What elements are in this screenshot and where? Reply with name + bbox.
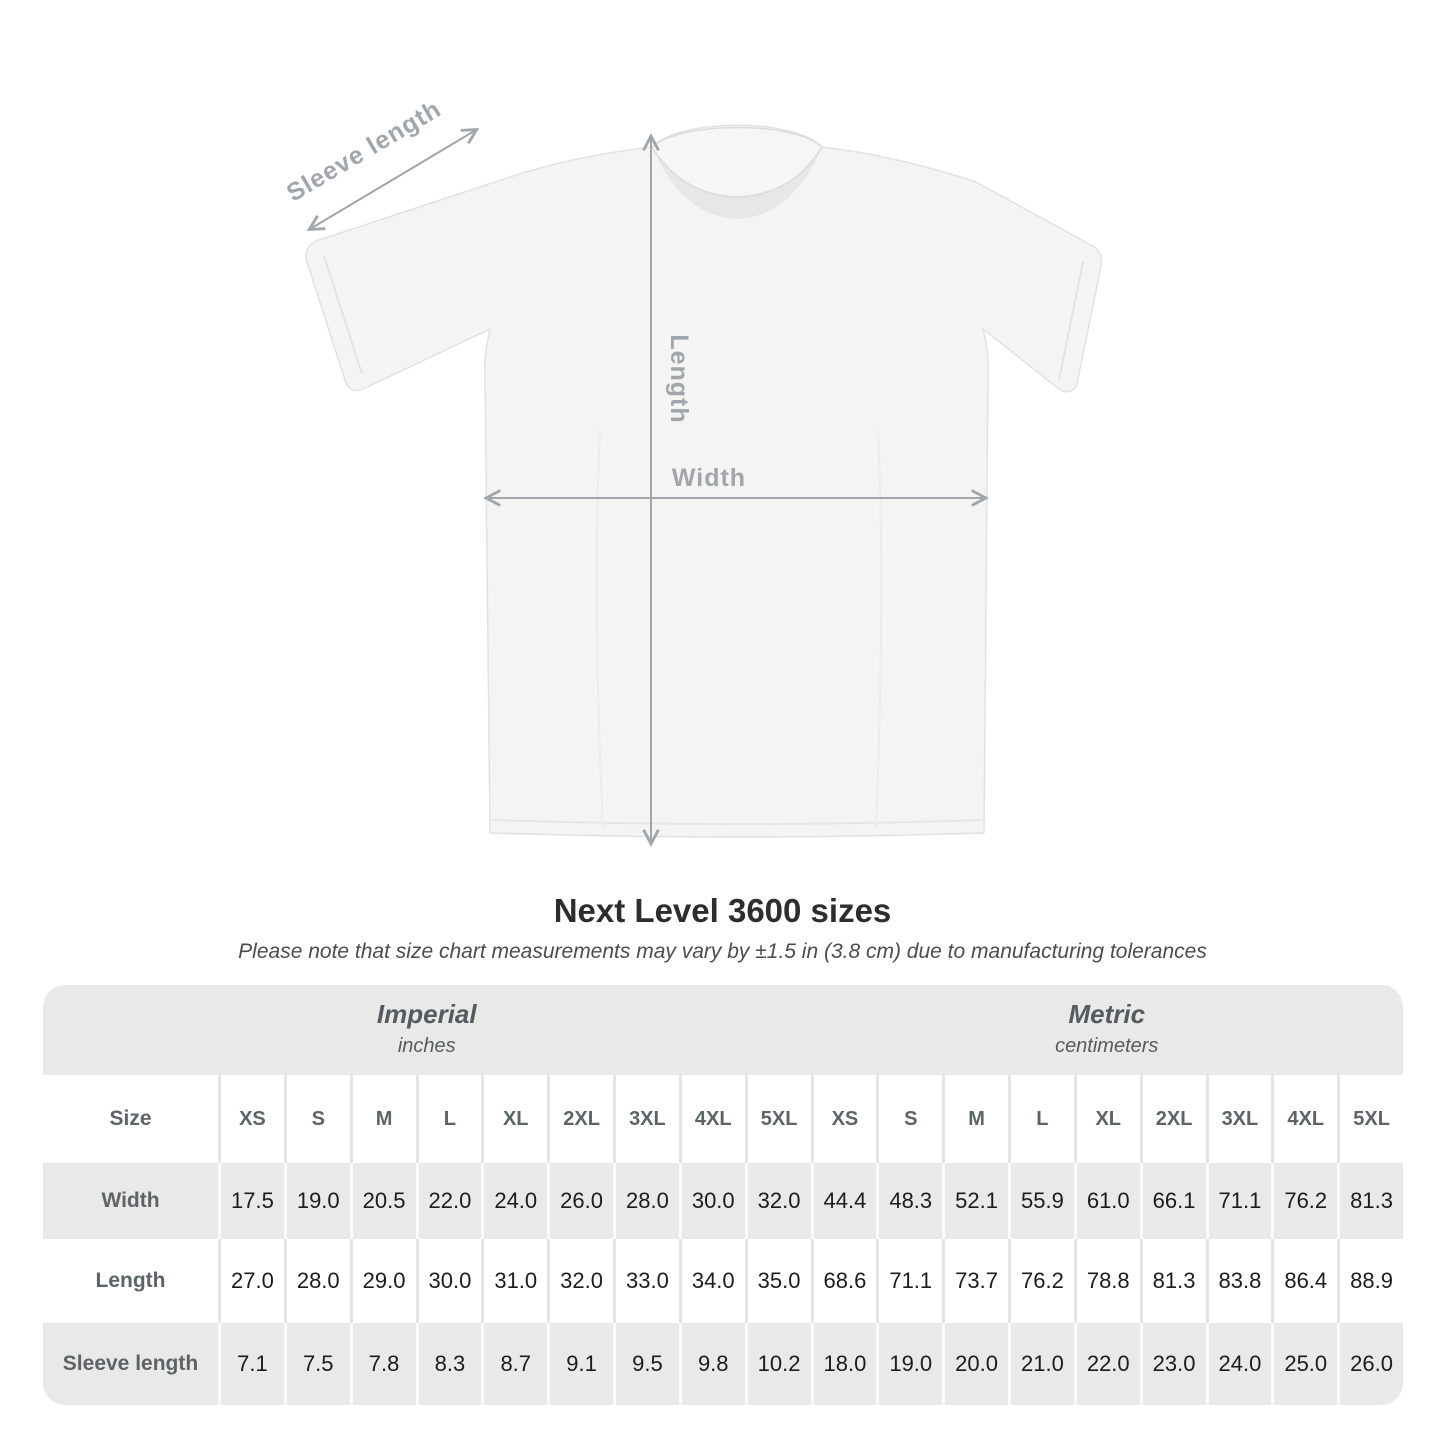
size-col-header: S — [876, 1075, 942, 1163]
page-subtitle: Please note that size chart measurements may vary by ±1.5 in (3.8 cm) due to manufacturing tolerances — [238, 940, 1207, 963]
size-col-header: M — [350, 1075, 416, 1163]
table-cell: 9.1 — [547, 1323, 613, 1405]
metric-title: Metric — [1068, 999, 1146, 1029]
table-cell: 34.0 — [679, 1239, 745, 1323]
table-cell: 71.1 — [876, 1239, 942, 1323]
table-cell: 78.8 — [1074, 1239, 1140, 1323]
table-cell: 17.5 — [218, 1163, 284, 1239]
table-cell: 9.5 — [613, 1323, 679, 1405]
size-col-header: M — [942, 1075, 1008, 1163]
table-cell: 20.5 — [350, 1163, 416, 1239]
table-cell: 10.2 — [745, 1323, 811, 1405]
size-col-header: S — [284, 1075, 350, 1163]
table-cell: 23.0 — [1140, 1323, 1206, 1405]
size-col-header: XS — [218, 1075, 284, 1163]
width-label: Width — [671, 464, 747, 492]
table-cell: 81.3 — [1337, 1163, 1403, 1239]
row-label: Length — [95, 1269, 166, 1292]
table-cell: 26.0 — [1337, 1323, 1403, 1405]
table-cell: 44.4 — [811, 1163, 877, 1239]
table-cell: 27.0 — [218, 1239, 284, 1323]
table-cell: 81.3 — [1140, 1239, 1206, 1323]
table-cell: 30.0 — [416, 1239, 482, 1323]
size-col-header: XL — [1074, 1075, 1140, 1163]
table-cell: 66.1 — [1140, 1163, 1206, 1239]
table-cell: 24.0 — [481, 1163, 547, 1239]
table-cell: 19.0 — [284, 1163, 350, 1239]
size-col-header: L — [416, 1075, 482, 1163]
row-label: Sleeve length — [43, 1323, 218, 1405]
size-col-header: 4XL — [679, 1075, 745, 1163]
metric-header — [811, 985, 1404, 1075]
row-label: Width — [43, 1163, 218, 1239]
table-cell: 28.0 — [613, 1163, 679, 1239]
table-cell: 71.1 — [1206, 1163, 1272, 1239]
table-cell: 30.0 — [679, 1163, 745, 1239]
length-label: Length — [665, 334, 693, 424]
table-cell: 22.0 — [1074, 1323, 1140, 1405]
size-header-row — [43, 1075, 1403, 1163]
table-cell: 18.0 — [811, 1323, 877, 1405]
table-cell: 26.0 — [547, 1163, 613, 1239]
size-col-header: 5XL — [1337, 1075, 1403, 1163]
size-col-header: 3XL — [1206, 1075, 1272, 1163]
table-cell: 8.7 — [481, 1323, 547, 1405]
table-cell: 7.1 — [218, 1323, 284, 1405]
table-cell: 55.9 — [1008, 1163, 1074, 1239]
size-col-header: 3XL — [613, 1075, 679, 1163]
table-cell: 52.1 — [942, 1163, 1008, 1239]
table-cell: 25.0 — [1271, 1323, 1337, 1405]
unit-header-row — [43, 985, 1403, 1075]
table-cell: 86.4 — [1271, 1239, 1337, 1323]
imperial-header — [43, 985, 811, 1075]
imperial-unit: inches — [397, 1035, 456, 1057]
table-cell: 48.3 — [876, 1163, 942, 1239]
table-cell: 21.0 — [1008, 1323, 1074, 1405]
table-cell: 32.0 — [745, 1163, 811, 1239]
size-col-header: 4XL — [1271, 1075, 1337, 1163]
table-cell: 19.0 — [876, 1323, 942, 1405]
size-col-header: XS — [811, 1075, 877, 1163]
size-row-label: Size — [109, 1107, 152, 1130]
size-col-header: 2XL — [547, 1075, 613, 1163]
table-cell: 29.0 — [350, 1239, 416, 1323]
table-cell: 61.0 — [1074, 1163, 1140, 1239]
table-cell: 83.8 — [1206, 1239, 1272, 1323]
length-row — [43, 1239, 1403, 1323]
size-col-header: 2XL — [1140, 1075, 1206, 1163]
size-col-header: XL — [481, 1075, 547, 1163]
table-cell: 76.2 — [1271, 1163, 1337, 1239]
sleeve-length-row — [43, 1323, 1403, 1405]
table-cell: 20.0 — [942, 1323, 1008, 1405]
table-cell: 68.6 — [811, 1239, 877, 1323]
size-table — [43, 985, 1403, 1405]
table-cell: 31.0 — [481, 1239, 547, 1323]
table-cell: 88.9 — [1337, 1239, 1403, 1323]
sleeve-length-label: Sleeve length — [281, 94, 447, 208]
imperial-title: Imperial — [376, 999, 477, 1029]
table-cell: 73.7 — [942, 1239, 1008, 1323]
table-cell: 24.0 — [1206, 1323, 1272, 1405]
table-cell: 33.0 — [613, 1239, 679, 1323]
size-col-header: L — [1008, 1075, 1074, 1163]
table-cell: 22.0 — [416, 1163, 482, 1239]
page-title: Next Level 3600 sizes — [553, 892, 892, 929]
table-cell: 8.3 — [416, 1323, 482, 1405]
width-row — [43, 1163, 1403, 1239]
table-cell: 35.0 — [745, 1239, 811, 1323]
table-cell: 7.8 — [350, 1323, 416, 1405]
table-cell: 7.5 — [284, 1323, 350, 1405]
table-cell: 32.0 — [547, 1239, 613, 1323]
table-cell: 28.0 — [284, 1239, 350, 1323]
table-cell: 9.8 — [679, 1323, 745, 1405]
size-col-header: 5XL — [745, 1075, 811, 1163]
table-cell: 76.2 — [1008, 1239, 1074, 1323]
metric-unit: centimeters — [1055, 1035, 1159, 1057]
